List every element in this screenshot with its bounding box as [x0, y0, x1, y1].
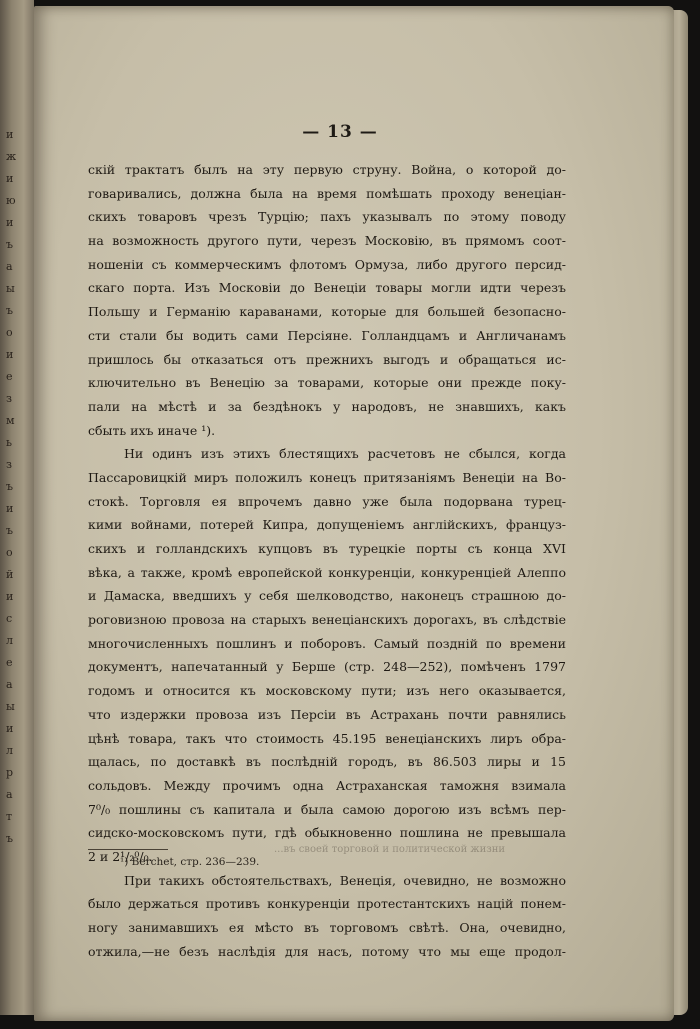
text-line: пали на мѣстѣ и за бездѣнокъ у народовъ, не знавшихъ, какъ	[88, 398, 566, 414]
text-line: стокѣ. Торговля ея впрочемъ давно уже была подорвана турец-	[88, 493, 566, 509]
previous-page-fragment: з	[6, 458, 12, 471]
previous-page-fragment: е	[6, 656, 13, 669]
text-line: скаго порта. Изъ Московіи до Венеціи товары могли идти черезъ	[88, 280, 566, 296]
previous-page-fragment: ы	[6, 700, 15, 713]
previous-page-fragment: о	[6, 546, 13, 559]
text-line: Польшу и Германію караванами, которые для большей безопасно-	[88, 304, 566, 320]
previous-page-fragment: т	[6, 810, 13, 823]
text-line: Пассаровицкій миръ положилъ конецъ притязаніямъ Венеціи на Во-	[88, 469, 566, 485]
previous-page-fragment: л	[6, 744, 13, 757]
text-line: Ни одинъ изъ этихъ блестящихъ расчетовъ не сбылся, когда	[124, 446, 566, 462]
previous-page-fragment: и	[6, 502, 14, 515]
text-line: кими войнами, потерей Кипра, допущеніемъ англійскихъ, француз-	[88, 517, 566, 533]
previous-page-fragment: й	[6, 568, 14, 581]
previous-page-fragment: а	[6, 678, 13, 691]
text-line: многочисленныхъ пошлинъ и поборовъ. Самый поздній по времени	[88, 635, 566, 651]
previous-page-fragment: и	[6, 722, 14, 735]
previous-page-edge	[0, 0, 34, 1015]
previous-page-fragment: и	[6, 590, 14, 603]
text-line: говаривались, должна была на время помѣшать проходу венеціан-	[88, 185, 566, 201]
footnote-rule	[88, 849, 168, 850]
previous-page-fragment: и	[6, 216, 14, 229]
previous-page-fragment: л	[6, 634, 13, 647]
text-line: скій трактатъ былъ на эту первую струну. Война, о которой до-	[88, 162, 566, 177]
book-page	[34, 6, 674, 1021]
previous-page-fragment: ь	[6, 436, 12, 449]
text-line: цѣнѣ товара, такъ что стоимость 45.195 венеціанскихъ лиръ обра-	[88, 730, 566, 746]
previous-page-fragment: ъ	[6, 304, 13, 317]
previous-page-fragment: ъ	[6, 832, 13, 845]
text-line: скихъ и голландскихъ купцовъ въ турецкіе порты съ конца XVI	[88, 541, 566, 556]
text-line: что издержки провоза изъ Персіи въ Астрахань почти равнялись	[88, 706, 566, 722]
previous-page-fragment: ж	[6, 150, 17, 163]
previous-page-fragment: м	[6, 414, 15, 427]
text-line: пришлось бы отказаться отъ прежнихъ выгодъ и обращаться ис-	[88, 351, 566, 367]
previous-page-fragment: ю	[6, 194, 16, 207]
previous-page-fragment: з	[6, 392, 12, 405]
text-line: ношеніи съ коммерческимъ флотомъ Ормуза, либо другого персид-	[88, 256, 566, 272]
text-line: ногу занимавшихъ ея мѣсто въ торговомъ свѣтѣ. Она, очевидно,	[88, 920, 566, 935]
previous-page-fragment: а	[6, 260, 13, 273]
text-line: роговизною провоза на старыхъ венеціанскихъ дорогахъ, въ слѣдствіе	[88, 612, 566, 628]
text-line: щалась, по доставкѣ въ послѣдній городъ, въ 86.503 лиры и 15	[88, 754, 566, 770]
previous-page-fragment: р	[6, 766, 14, 779]
footnote: ¹) Berchet, стр. 236—239.	[120, 856, 260, 868]
text-line: 7⁰/₀ пошлины съ капитала и была самою дорогою изъ всѣмъ пер-	[88, 801, 566, 817]
text-line: отжила,—не безъ наслѣдія для насъ, потому что мы еще продол-	[88, 943, 566, 959]
previous-page-fragment: ы	[6, 282, 15, 295]
page-body-text	[88, 158, 566, 963]
text-line: 2 и 2¹/₂⁰/₀.	[88, 848, 153, 864]
text-line: на возможность другого пути, черезъ Московію, въ прямомъ соот-	[88, 233, 566, 249]
text-line: было держаться противъ конкуренціи протестантскихъ націй понем-	[88, 896, 566, 912]
previous-page-fragment: а	[6, 788, 13, 801]
bleed-through-text: ...въ своей торговой и политической жизни	[274, 844, 506, 855]
text-line: сольдовъ. Между прочимъ одна Астраханская таможня взимала	[88, 777, 566, 793]
previous-page-fragment: е	[6, 370, 13, 383]
text-line: ключительно въ Венецію за товарами, которые они прежде поку-	[88, 375, 566, 391]
page-number: — 13 —	[302, 122, 378, 142]
text-line: сбыть ихъ иначе ¹).	[88, 422, 216, 438]
text-line: документъ, напечатанный у Берше (стр. 248—252), помѣченъ 1797	[88, 659, 566, 675]
previous-page-fragment: и	[6, 348, 14, 361]
previous-page-fragment: и	[6, 172, 14, 185]
previous-page-fragment: ъ	[6, 524, 13, 537]
text-line: вѣка, а также, кромѣ европейской конкуренціи, конкуренціей Алеппо	[88, 564, 566, 580]
previous-page-fragment: и	[6, 128, 14, 141]
text-line: сидско-московскомъ пути, гдѣ обыкновенно пошлина не превышала	[88, 825, 566, 841]
text-line: При такихъ обстоятельствахъ, Венеція, очевидно, не возможно	[124, 872, 566, 888]
text-line: сти стали бы водить сами Персіяне. Голландцамъ и Англичанамъ	[88, 327, 566, 343]
text-line: скихъ товаровъ чрезъ Турцію; пахъ указывалъ по этому поводу	[88, 209, 566, 225]
text-line: и Дамаска, введшихъ у себя шелководство, наконецъ страшною до-	[88, 588, 566, 604]
previous-page-fragment: ъ	[6, 238, 13, 251]
previous-page-fragment: с	[6, 612, 13, 625]
text-line: годомъ и относится къ московскому пути; изъ него оказывается,	[88, 683, 566, 699]
previous-page-fragment: ъ	[6, 480, 13, 493]
previous-page-fragment: о	[6, 326, 13, 339]
